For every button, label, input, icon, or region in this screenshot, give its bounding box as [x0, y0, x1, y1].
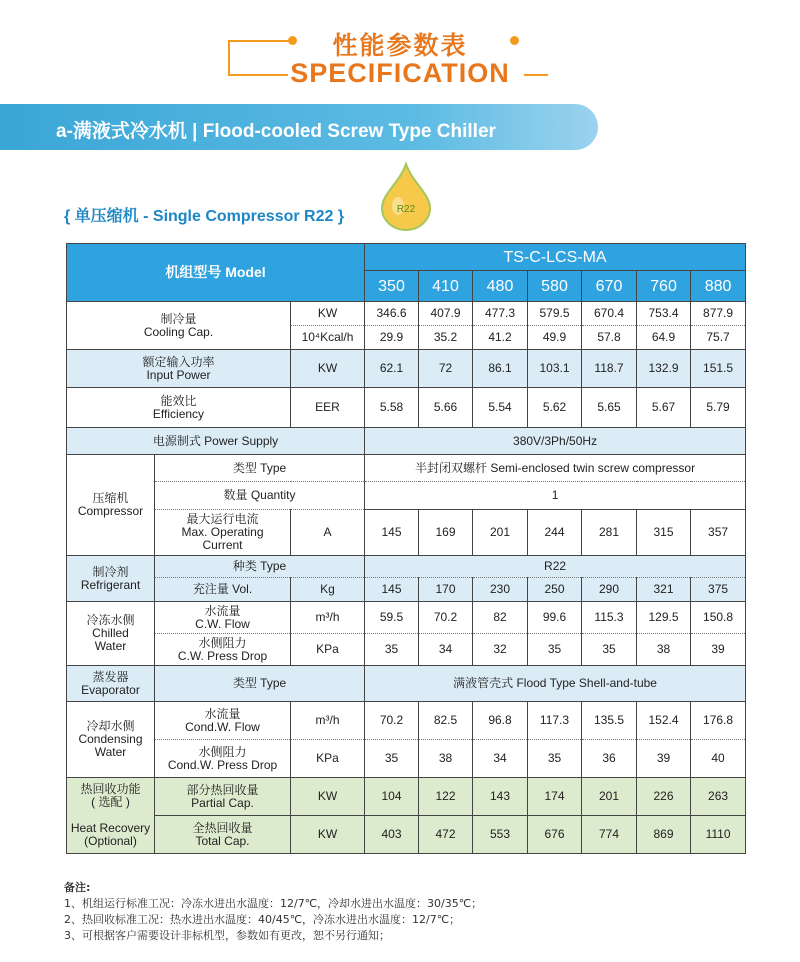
- value-cell: 36: [582, 740, 637, 778]
- value-cell: 5.79: [691, 388, 746, 428]
- notes-title: 备注:: [64, 881, 91, 894]
- value-cell: 57.8: [582, 326, 637, 350]
- value-cell: 553: [473, 816, 528, 854]
- unit-cell: m³/h: [291, 702, 365, 740]
- value-cell: 5.62: [528, 388, 582, 428]
- evaporator-label-en: Evaporator: [81, 682, 140, 697]
- refrigerant-label-cn: 制冷剂: [92, 564, 129, 579]
- value-cell: 5.65: [582, 388, 637, 428]
- value-cell: 151.5: [691, 350, 746, 388]
- heat-recovery-cn1: 热回收功能: [80, 782, 141, 796]
- value-cell: 263: [691, 778, 746, 816]
- section-banner-text: a-满液式冷水机 | Flood-cooled Screw Type Chiller: [56, 121, 496, 142]
- value-cell: 357: [691, 510, 746, 556]
- value-cell: 115.3: [582, 602, 637, 634]
- value-cell: 5.54: [473, 388, 528, 428]
- table-row: [67, 816, 746, 854]
- refrigerant-vol-label: 充注量 Vol.: [155, 578, 291, 602]
- condensing-label: [67, 702, 155, 778]
- table-row: [67, 556, 746, 578]
- chilled-label-en2: Water: [94, 639, 127, 653]
- value-cell: 104: [365, 778, 419, 816]
- value-cell: 753.4: [637, 302, 691, 326]
- note-item: 3、可根据客户需要设计非标机型，参数如有更改，恕不另行通知；: [64, 929, 390, 942]
- refrigerant-label-en: Refrigerant: [80, 577, 141, 592]
- value-cell: 35: [528, 740, 582, 778]
- value-cell: 676: [528, 816, 582, 854]
- condensing-label-en2: Water: [94, 745, 127, 759]
- chilled-drop-cn: 水侧阻力: [198, 635, 247, 650]
- value-cell: 62.1: [365, 350, 419, 388]
- spec-table: [66, 243, 746, 854]
- chilled-flow-en: C.W. Flow: [195, 616, 250, 631]
- page-title-cn: 性能参数表: [332, 31, 468, 60]
- value-cell: 230: [473, 578, 528, 602]
- current-label-cn: 最大运行电流: [186, 512, 259, 526]
- value-cell: 152.4: [637, 702, 691, 740]
- value-cell: 70.2: [365, 702, 419, 740]
- value-cell: 39: [637, 740, 691, 778]
- table-row: [67, 602, 746, 634]
- efficiency-label-en: Efficiency: [152, 406, 205, 421]
- condensing-label-cn: 冷却水侧: [86, 719, 135, 733]
- compressor-qty-label: 数量 Quantity: [155, 482, 365, 510]
- value-cell: 145: [365, 510, 419, 556]
- input-power-label: [67, 350, 291, 388]
- model-cell: 410: [419, 271, 473, 302]
- value-cell: 321: [637, 578, 691, 602]
- value-cell: 59.5: [365, 602, 419, 634]
- value-cell: 82: [473, 602, 528, 634]
- value-cell: 40: [691, 740, 746, 778]
- value-cell: 35: [582, 634, 637, 666]
- total-cap-cn: 全热回收量: [192, 820, 253, 835]
- value-cell: 34: [473, 740, 528, 778]
- compressor-label-en: Compressor: [77, 504, 144, 518]
- chilled-label-en1: Chilled: [92, 626, 129, 640]
- unit-cell: 10⁴Kcal/h: [291, 326, 365, 350]
- compressor-type-value: 半封闭双螺杆 Semi-enclosed twin screw compressor: [365, 455, 746, 482]
- heat-recovery-label: [67, 778, 155, 854]
- cond-flow-en: Cond.W. Flow: [185, 719, 260, 734]
- value-cell: 75.7: [691, 326, 746, 350]
- value-cell: 315: [637, 510, 691, 556]
- value-cell: 122: [419, 778, 473, 816]
- unit-cell: KPa: [291, 740, 365, 778]
- chilled-label-cn: 冷冻水侧: [86, 613, 135, 627]
- unit-cell: Kg: [291, 578, 365, 602]
- evaporator-label: [67, 666, 155, 702]
- table-row: [67, 510, 746, 556]
- note-item: 2、热回收标准工况：热水进出水温度：40/45℃，冷冻水进出水温度：12/7℃；: [64, 913, 461, 926]
- value-cell: 226: [637, 778, 691, 816]
- value-cell: 29.9: [365, 326, 419, 350]
- value-cell: 774: [582, 816, 637, 854]
- value-cell: 579.5: [528, 302, 582, 326]
- chilled-label: [67, 602, 155, 666]
- value-cell: 96.8: [473, 702, 528, 740]
- value-cell: 250: [528, 578, 582, 602]
- value-cell: 403: [365, 816, 419, 854]
- value-cell: 35: [365, 740, 419, 778]
- value-cell: 41.2: [473, 326, 528, 350]
- cond-drop-en: Cond.W. Press Drop: [167, 757, 278, 772]
- table-row: [67, 702, 746, 740]
- value-cell: 132.9: [637, 350, 691, 388]
- refrigerant-type-value: R22: [365, 556, 746, 578]
- value-cell: 39: [691, 634, 746, 666]
- value-cell: 5.58: [365, 388, 419, 428]
- current-label-en2: Current: [202, 538, 243, 552]
- unit-cell: KPa: [291, 634, 365, 666]
- input-power-label-en: Input Power: [146, 367, 211, 382]
- value-cell: 281: [582, 510, 637, 556]
- value-cell: 32: [473, 634, 528, 666]
- heat-recovery-cn2: ( 选配 ): [91, 795, 130, 809]
- input-power-label-cn: 额定输入功率: [142, 354, 215, 369]
- table-row: [67, 302, 746, 326]
- compressor-type-label: 类型 Type: [155, 455, 365, 482]
- refrigerant-label: [67, 556, 155, 602]
- cooling-label: [67, 302, 291, 350]
- efficiency-label: [67, 388, 291, 428]
- current-label-en1: Max. Operating: [181, 525, 264, 539]
- compressor-label-cn: 压缩机: [92, 491, 129, 505]
- table-row: [67, 634, 746, 666]
- evaporator-type-value: 满液管壳式 Flood Type Shell-and-tube: [365, 666, 746, 702]
- cooling-label-en: Cooling Cap.: [143, 324, 214, 339]
- evaporator-label-cn: 蒸发器: [92, 669, 129, 684]
- value-cell: 35: [365, 634, 419, 666]
- model-cell: 580: [528, 271, 582, 302]
- note-item: 1、机组运行标准工况：冷冻水进出水温度：12/7℃，冷却水进出水温度：30/35℃；: [64, 897, 483, 910]
- value-cell: 169: [419, 510, 473, 556]
- model-cell: 670: [582, 271, 637, 302]
- value-cell: 38: [419, 740, 473, 778]
- value-cell: 375: [691, 578, 746, 602]
- value-cell: 150.8: [691, 602, 746, 634]
- table-row: [67, 778, 746, 816]
- value-cell: 70.2: [419, 602, 473, 634]
- value-cell: 869: [637, 816, 691, 854]
- value-cell: 143: [473, 778, 528, 816]
- unit-cell: A: [291, 510, 365, 556]
- refrigerant-type-label: 种类 Type: [155, 556, 365, 578]
- partial-cap-label: [155, 778, 291, 816]
- table-row: [67, 482, 746, 510]
- power-supply-value: 380V/3Ph/50Hz: [365, 428, 746, 455]
- partial-cap-cn: 部分热回收量: [186, 782, 259, 797]
- value-cell: 1110: [691, 816, 746, 854]
- value-cell: 103.1: [528, 350, 582, 388]
- value-cell: 72: [419, 350, 473, 388]
- value-cell: 129.5: [637, 602, 691, 634]
- unit-cell: KW: [291, 778, 365, 816]
- chilled-drop-en: C.W. Press Drop: [177, 648, 268, 663]
- value-cell: 35: [528, 634, 582, 666]
- value-cell: 35.2: [419, 326, 473, 350]
- chilled-drop-label: [155, 634, 291, 666]
- table-row: [67, 428, 746, 455]
- value-cell: 38: [637, 634, 691, 666]
- value-cell: 135.5: [582, 702, 637, 740]
- power-supply-label: 电源制式 Power Supply: [67, 428, 365, 455]
- heat-recovery-en2: (Optional): [84, 834, 137, 848]
- table-row: [67, 455, 746, 482]
- table-subtitle: { 单压缩机 - Single Compressor R22 }: [64, 208, 345, 225]
- value-cell: 670.4: [582, 302, 637, 326]
- r22-drop-icon: [378, 162, 434, 236]
- cond-drop-label: [155, 740, 291, 778]
- unit-cell: KW: [291, 302, 365, 326]
- value-cell: 49.9: [528, 326, 582, 350]
- partial-cap-en: Partial Cap.: [191, 795, 254, 810]
- unit-cell: KW: [291, 816, 365, 854]
- current-label: [155, 510, 291, 556]
- value-cell: 118.7: [582, 350, 637, 388]
- heat-recovery-en1: Heat Recovery: [70, 821, 151, 835]
- value-cell: 34: [419, 634, 473, 666]
- value-cell: 170: [419, 578, 473, 602]
- evaporator-type-label: 类型 Type: [155, 666, 365, 702]
- notes: [64, 880, 482, 944]
- cond-flow-cn: 水流量: [204, 706, 241, 721]
- value-cell: 99.6: [528, 602, 582, 634]
- unit-cell: EER: [291, 388, 365, 428]
- value-cell: 477.3: [473, 302, 528, 326]
- compressor-label: [67, 455, 155, 556]
- chilled-flow-cn: 水流量: [204, 603, 241, 618]
- value-cell: 346.6: [365, 302, 419, 326]
- value-cell: 82.5: [419, 702, 473, 740]
- value-cell: 290: [582, 578, 637, 602]
- r22-badge-text: R22: [396, 204, 416, 215]
- efficiency-label-cn: 能效比: [160, 393, 197, 408]
- value-cell: 5.66: [419, 388, 473, 428]
- condensing-label-en1: Condensing: [78, 732, 143, 746]
- value-cell: 174: [528, 778, 582, 816]
- cooling-label-cn: 制冷量: [160, 311, 197, 326]
- value-cell: 145: [365, 578, 419, 602]
- table-row: [67, 666, 746, 702]
- value-cell: 64.9: [637, 326, 691, 350]
- value-cell: 201: [582, 778, 637, 816]
- model-cell: 760: [637, 271, 691, 302]
- value-cell: 5.67: [637, 388, 691, 428]
- model-label: 机组型号 Model: [67, 244, 365, 302]
- unit-cell: KW: [291, 350, 365, 388]
- table-row: [67, 350, 746, 388]
- compressor-qty-value: 1: [365, 482, 746, 510]
- table-row: [67, 740, 746, 778]
- value-cell: 877.9: [691, 302, 746, 326]
- chilled-flow-label: [155, 602, 291, 634]
- value-cell: 407.9: [419, 302, 473, 326]
- model-cell: 480: [473, 271, 528, 302]
- cond-flow-label: [155, 702, 291, 740]
- total-cap-en: Total Cap.: [195, 833, 250, 848]
- value-cell: 201: [473, 510, 528, 556]
- series-name: TS-C-LCS-MA: [365, 244, 746, 271]
- total-cap-label: [155, 816, 291, 854]
- model-cell: 880: [691, 271, 746, 302]
- unit-cell: m³/h: [291, 602, 365, 634]
- value-cell: 176.8: [691, 702, 746, 740]
- value-cell: 117.3: [528, 702, 582, 740]
- table-row: [67, 578, 746, 602]
- page-title-en: SPECIFICATION: [290, 58, 510, 88]
- model-cell: 350: [365, 271, 419, 302]
- table-row: [67, 388, 746, 428]
- value-cell: 86.1: [473, 350, 528, 388]
- value-cell: 244: [528, 510, 582, 556]
- cond-drop-cn: 水侧阻力: [198, 744, 247, 759]
- value-cell: 472: [419, 816, 473, 854]
